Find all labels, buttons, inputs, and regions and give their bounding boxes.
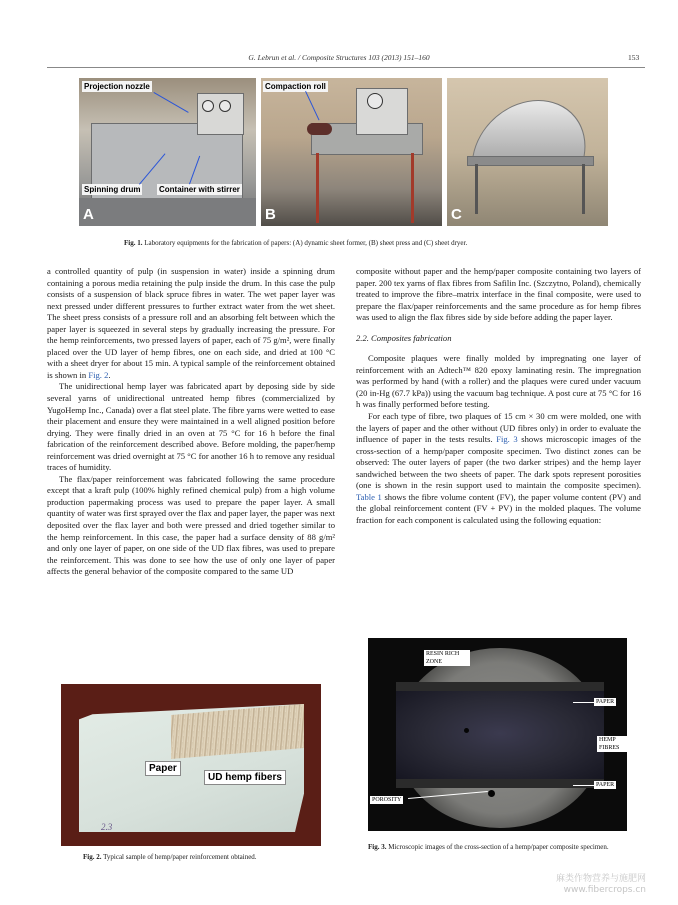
sheet-dryer-dome	[472, 100, 595, 162]
paper-layer-bottom	[396, 779, 604, 788]
paragraph: The unidirectional hemp layer was fabricated apart by deposing side by side several yarns of unidirectional untreated hemp fibres (commercialized by YugoHemp Inc., Canada) over a flat steel plate. The fibre yarns were wetted to ease their placement and ensure they were maintained in a well aligned position before drying. They were finally dried in an oven at 75 °C for 16 h before the final fabrication of the reinforcement described above. Before molding, the paper/hemp reinforcement was dried overnight at 75 °C for another 16 h to remove any residual traces of humidity.	[47, 381, 335, 473]
site-watermark	[556, 874, 646, 896]
compaction-roll	[307, 123, 332, 135]
dryer-leg	[475, 164, 478, 214]
figure1-photo-b	[261, 78, 442, 226]
paragraph	[356, 411, 641, 526]
table-reference-link[interactable]: Table 1	[356, 491, 382, 502]
figure3-micrograph	[368, 638, 627, 831]
handwritten-mark: 2.3	[101, 822, 113, 832]
watermark-line2: www.fibercrops.cn	[563, 885, 647, 895]
figure2-caption	[83, 852, 323, 862]
floor	[79, 198, 256, 226]
figure-reference-link[interactable]: Fig. 3	[496, 434, 518, 445]
paragraph-text: shows microscopic images of the cross-section of a hemp/paper composite specimen. Two distinct zones can be observed: The outer layers of paper (the two darker stripes) and the hemp layer sandwiched between the two sheets of paper. The dark spots represent porosities (one is shown in the resin support used to maintain the composite specimen).	[356, 434, 641, 491]
watermark-line1: 麻类作物营养与施肥网	[556, 874, 647, 884]
label-hemp-fibres: HEMP FIBRES	[597, 736, 627, 752]
label-spinning-drum: Spinning drum	[84, 185, 141, 194]
figure2-photo	[61, 684, 321, 846]
paragraph-text: .	[108, 369, 111, 380]
panel-letter-c: C	[451, 206, 462, 223]
paragraph: Composite plaques were finally molded by impregnating one layer of reinforcement with an Adtech™ 820 epoxy laminating resin. The impregnation was performed by hand (with a roller) and the plaques were cured under vacuum (20 in-Hg (67.7 kPa)) using the vacuum bag technique. A post cure at 75 °C for 16 h was finally performed before testing.	[356, 353, 641, 410]
figure1-caption-label: Fig. 1.	[124, 239, 143, 247]
panel-letter-b: B	[265, 206, 276, 223]
stand-leg	[316, 153, 319, 223]
pressure-gauge	[367, 93, 383, 109]
page-number: 153	[628, 53, 640, 62]
panel-letter-a: A	[83, 206, 94, 223]
hemp-fibre-layer	[396, 686, 604, 781]
gauge-dial	[202, 100, 214, 112]
paragraph-text: shows the fibre volume content (FV), the paper volume content (PV) and the global reinforcement content (FV + PV) in the molded plaques. The volume fraction for each component is calculated using the following equation:	[356, 491, 641, 525]
figure3-caption	[368, 842, 628, 852]
label-paper-bottom: PAPER	[596, 782, 615, 788]
control-panel	[197, 93, 244, 135]
figure1-photo-c	[447, 78, 608, 226]
dryer-leg	[582, 164, 585, 214]
porosity-spot	[488, 790, 495, 797]
figure1-photo-a	[79, 78, 256, 226]
label-ud-hemp-fibers: UD hemp fibers	[204, 770, 286, 785]
section-title: 2.2. Composites fabrication	[356, 332, 452, 343]
porosity-spot	[464, 728, 469, 733]
paragraph	[47, 266, 335, 381]
label-compaction-roll: Compaction roll	[265, 82, 326, 91]
figure3-caption-text: Microscopic images of the cross-section of a hemp/paper composite specimen.	[388, 843, 609, 851]
annotation-arrow	[305, 91, 319, 120]
label-paper-top: PAPER	[596, 699, 615, 705]
figure1-caption-text: Laboratory equipments for the fabrication of papers: (A) dynamic sheet former, (B) sheet press and (C) sheet dryer.	[144, 239, 468, 247]
figure1-caption	[124, 238, 584, 248]
right-column	[356, 266, 641, 526]
figure2-caption-label: Fig. 2.	[83, 853, 102, 861]
paragraph-text: For each type of fibre, two plaques of 15 cm × 30 cm were molded, one with the layers of paper and the other without (UD fibres only) in order to evaluate the influence of paper in the tests results.	[356, 411, 641, 445]
label-projection-nozzle: Projection nozzle	[84, 82, 150, 91]
annotation-arrow	[154, 92, 189, 113]
paragraph: composite without paper and the hemp/paper composite containing two layers of paper. 200 tex yarns of flax fibres from Safilin Inc. (Szczytno, Poland), chemically treated to improve the fibre–matrix interface in the final composite, were used to prepare the flax/paper reinforcements and the same procedure as for hemp fibres was used to align the flax fibres side by side before adding the paper layer.	[356, 266, 641, 323]
stand-leg	[411, 153, 414, 223]
dryer-base	[467, 156, 594, 166]
label-resin-rich-zone: RESIN RICH ZONE	[424, 650, 470, 666]
paragraph: The flax/paper reinforcement was fabricated following the same procedure except that a kraft pulp (100% highly refined chemical pulp) from a high volume production papermaking process was used to prepare the paper layer. A small quantity of water was first sprayed over the flax and paper layer, the paper was next deposited over the flax layer and both were pressed and dried together similar to the hemp reinforcement. In this case, the paper had a surface density of 88 g/m² and only one layer of paper, on one side of the UD flax fibres, was used to prepare the reinforcement. This was done to see how the use of only one layer of paper affects the general behavior of the composite compared to the same UD	[47, 473, 335, 577]
header-divider	[47, 67, 645, 68]
gauge-dial	[219, 100, 231, 112]
press-control-panel	[356, 88, 408, 135]
figure2-caption-text: Typical sample of hemp/paper reinforcement obtained.	[103, 853, 257, 861]
journal-header: G. Lebrun et al. / Composite Structures 103 (2013) 151–160	[248, 53, 430, 62]
paragraph-text: a controlled quantity of pulp (in suspension in water) inside a spinning drum containing a porous media retaining the pulp inside the drum. In this case the pulp consists of a suspension of black spruce fibres in water. The wet paper layer was next pressed under different pressures to further extract water from the wet sheet. The sheet press consists of a pressure roll and an absorbing felt between which the paper layer is squeezed in several steps by gradually increasing the pressure. For the hemp reinforcements, two pressed layers of paper, each of 75 g/m², were finally placed over the UD layer of hemp fibres, one on each side, and dried at 100 °C with a sheet dryer for about 15 min. A typical sample of the reinforcement obtained is shown in	[47, 266, 335, 380]
annotation-line	[573, 702, 594, 703]
figure3-caption-label: Fig. 3.	[368, 843, 387, 851]
figure-reference-link[interactable]: Fig. 2	[88, 369, 109, 380]
left-column	[47, 266, 335, 578]
label-paper: Paper	[145, 761, 181, 776]
label-porosity: POROSITY	[372, 797, 402, 803]
annotation-line	[573, 785, 594, 786]
label-container-stirrer: Container with stirrer	[159, 185, 240, 194]
paper-layer-top	[396, 682, 604, 691]
